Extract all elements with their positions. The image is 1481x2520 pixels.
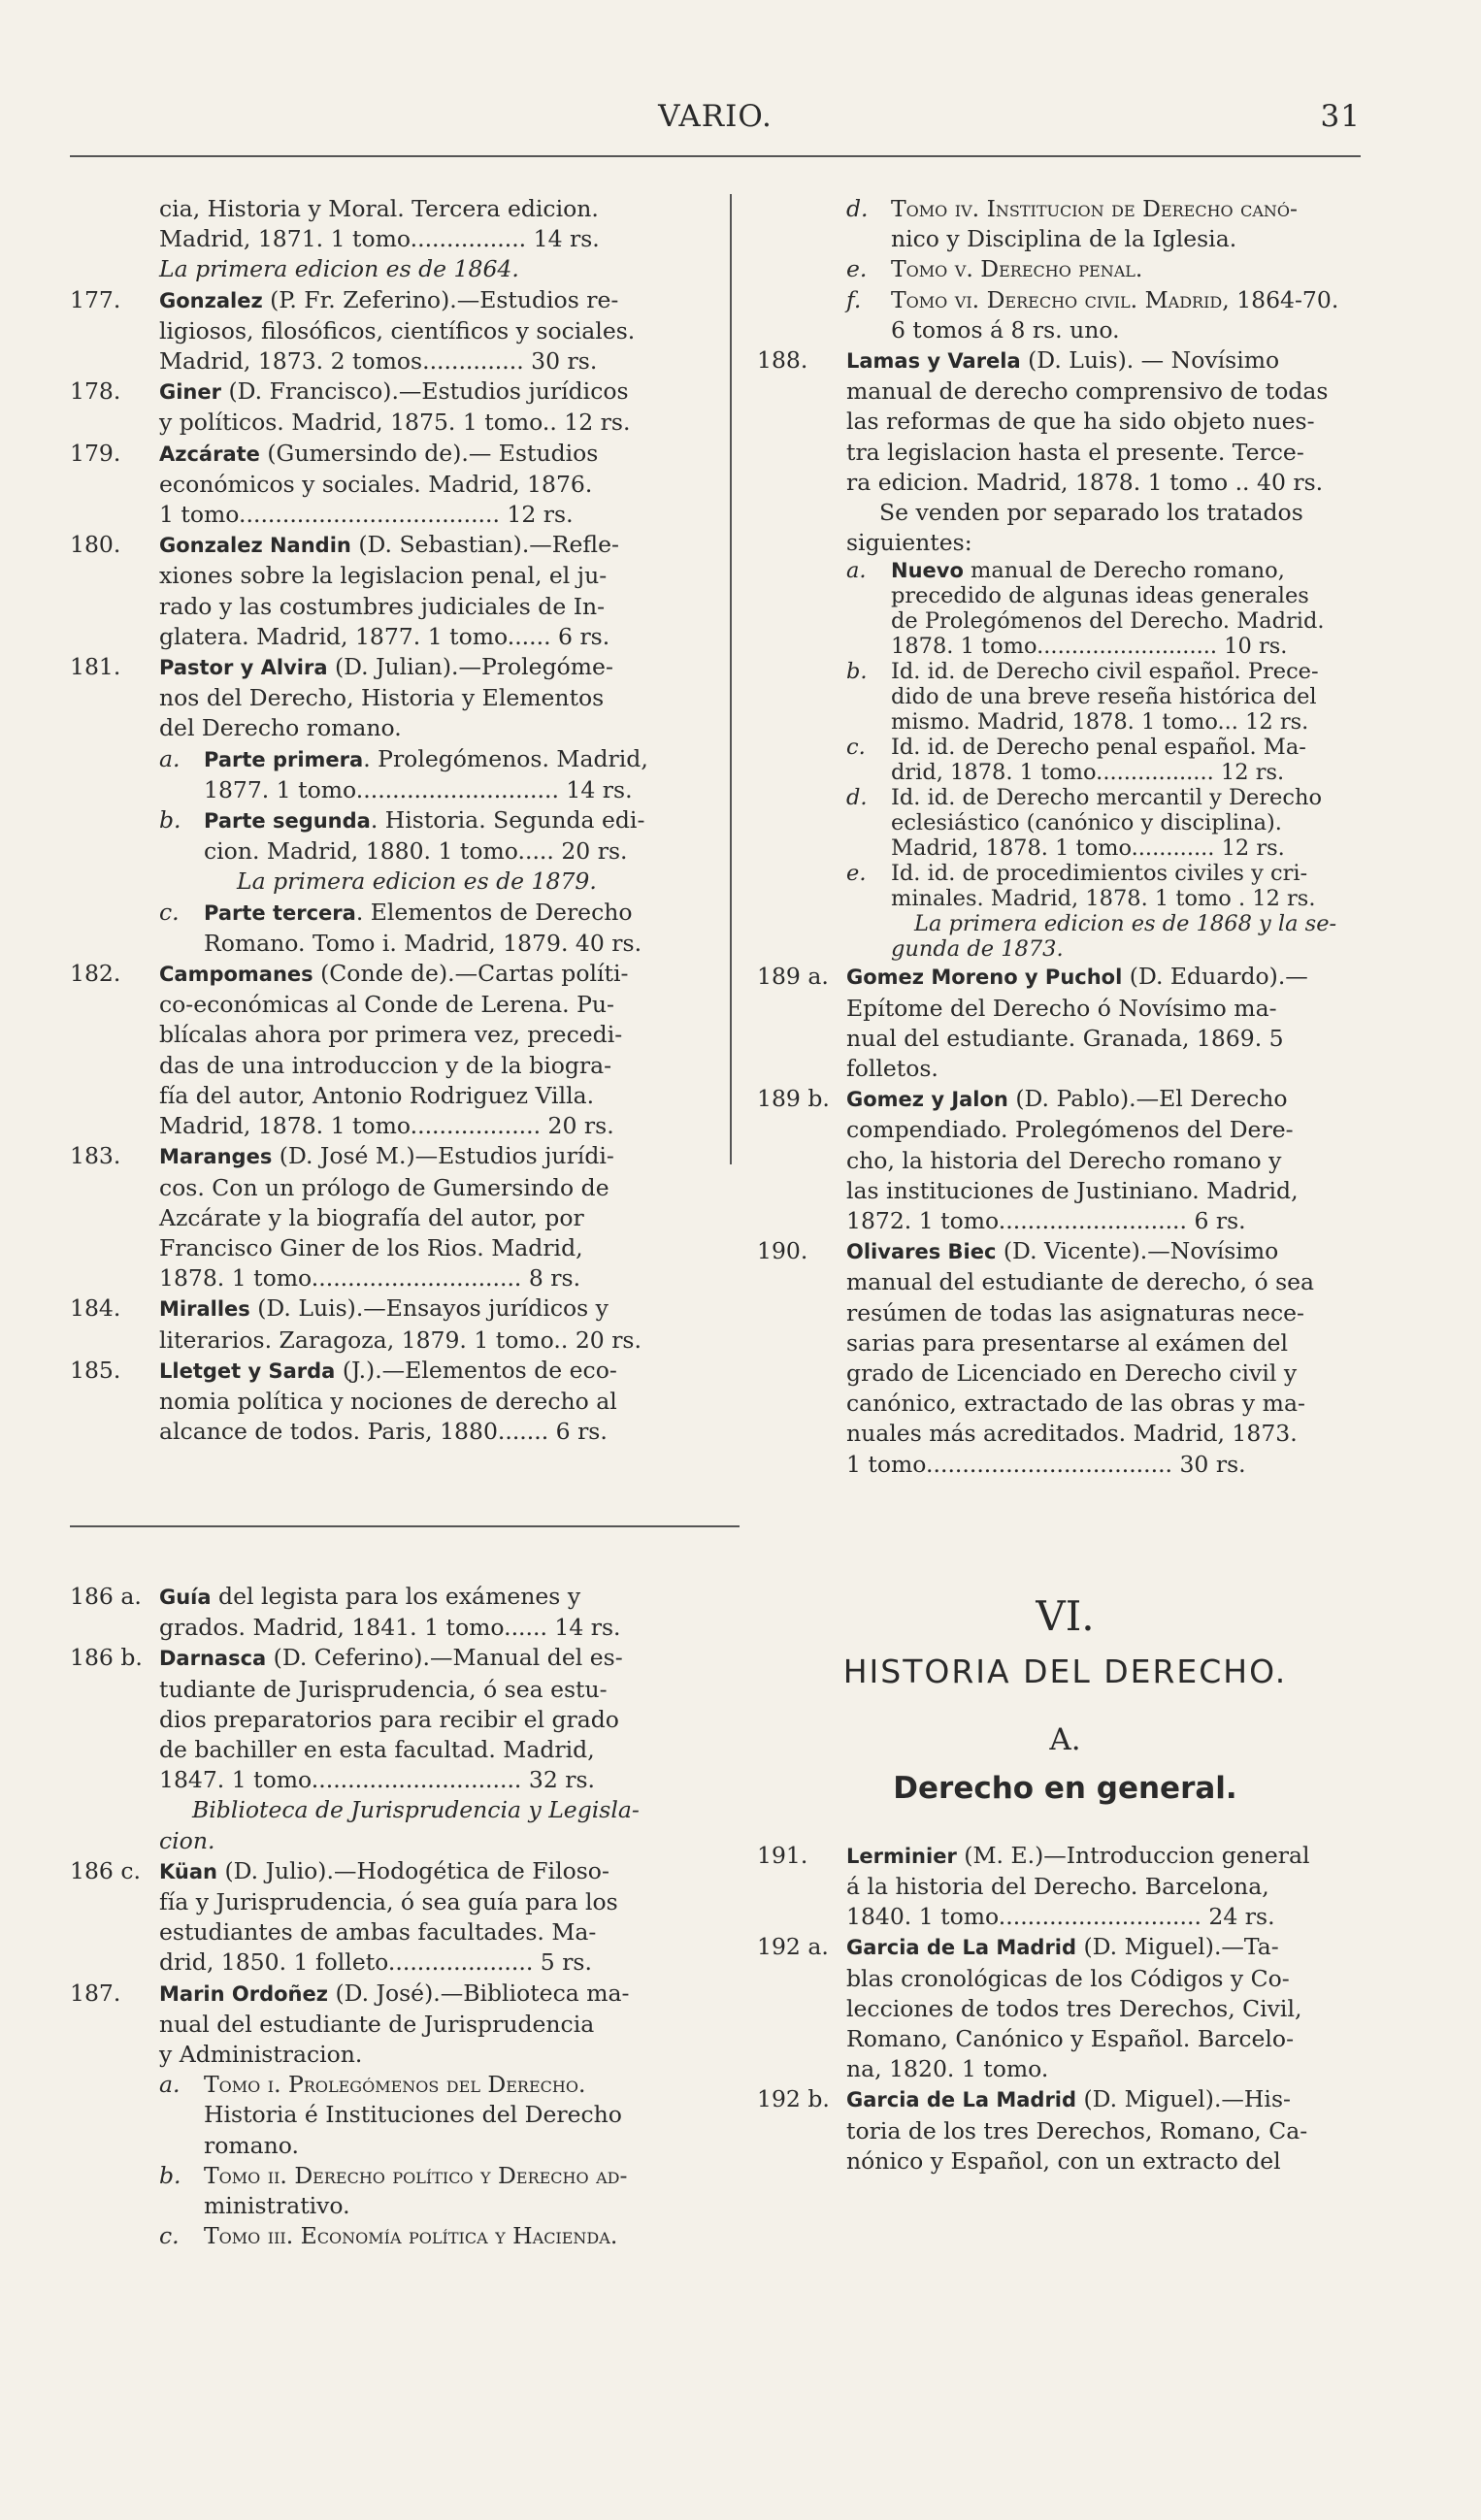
continuation-entry: cia, Historia y Moral. Tercera edicion. Madrid, 1871. 1 tomo................ 14 rs. La primera edicion es de 1864. (159, 195, 600, 283)
entry-181: 181. Pastor y Alvira (D. Julian).—Prolegóme- nos del Derecho, Historia y Elementos del Derecho romano. (70, 653, 613, 742)
entry-188-part-b: b. Id. id. de Derecho civil español. Prece- dido de una breve reseña histórica del mismo. Madrid, 1878. 1 tomo... 12 rs. (846, 659, 1319, 736)
entry-192b: 192 b. Garcia de La Madrid (D. Miguel).—His- toria de los tres Derechos, Romano, Ca- nónico y Español, con un extracto del (757, 2085, 1308, 2175)
entry-187: 187. Marin Ordoñez (D. José).—Biblioteca ma- nual del estudiante de Jurisprudencia y Administracion. (70, 1979, 630, 2069)
entry-187-part-b: b. Tomo ii. Derecho político y Derecho ad- ministrativo. (159, 2161, 628, 2220)
entry-187-part-c: c. Tomo iii. Economía política y Hacienda. (159, 2222, 618, 2250)
column-divider (730, 194, 732, 1164)
page-number: 31 (1320, 99, 1361, 134)
entry-187-part-f: f. Tomo vi. Derecho civil. Madrid, 1864-70. 6 tomos á 8 rs. uno. (846, 285, 1339, 344)
subsection-title: Derecho en general. (893, 1770, 1237, 1806)
entry-190: 190. Olivares Biec (D. Vicente).—Novísimo manual del estudiante de derecho, ó sea resúmen de todas las asignaturas nece- sarias para presentarse al exámen del grado de Licenciado en Derecho civil y canónico, extractado de las obras y ma- nuales más acreditados. Madrid, 1873. 1 tomo.................................. 30 rs. (757, 1237, 1315, 1478)
right-column-top (757, 194, 1373, 1480)
header-rule (70, 155, 1361, 157)
entry-191: 191. Lerminier (M. E.)—Introduccion general á la historia del Derecho. Barcelona, 1840. 1 tomo............................ 24 rs. (757, 1841, 1310, 1931)
entry-182: 182. Campomanes (Conde de).—Cartas políti- co-económicas al Conde de Lerena. Pu- blícalas ahora por primera vez, precedi- das de una introduccion y de la biogra- fía del autor, Antonio Rodriguez Villa. Madrid, 1878. 1 tomo.................. 20 rs. (70, 960, 629, 1140)
entry-188-part-a: a. Nuevo manual de Derecho romano, precedido de algunas ideas generales de Prolegómenos del Derecho. Madrid. 1878. 1 tomo.......................... 10 rs. (846, 558, 1325, 660)
subsection-letter: A. (1049, 1722, 1081, 1758)
running-title: VARIO. (658, 99, 773, 134)
entry-183: 183. Maranges (D. José M.)—Estudios jurídi- cos. Con un prólogo de Gumersindo de Azcárate y la biografía del autor, por Francisco Giner de los Rios. Madrid, 1878. 1 tomo............................. 8 rs. (70, 1142, 614, 1293)
entry-186b: 186 b. Darnasca (D. Ceferino).—Manual del es- tudiante de Jurisprudencia, ó sea estu- dios preparatorios para recibir el grado de bachiller en esta facultad. Madrid, 1847. 1 tomo............................. 32 rs. Biblioteca de Jurisprudencia y Legisla- cion. (70, 1644, 640, 1854)
page-header (70, 99, 1361, 147)
entry-188-part-d: d. Id. id. de Derecho mercantil y Derecho eclesiástico (canónico y disciplina). Madrid, 1878. 1 tomo............ 12 rs. (846, 785, 1323, 862)
left-column-top (70, 194, 706, 1447)
entry-188-part-c: c. Id. id. de Derecho penal español. Ma- drid, 1878. 1 tomo................. 12 rs. (846, 735, 1306, 786)
entry-187-part-a: a. Tomo i. Prolegómenos del Derecho. Historia é Instituciones del Derecho romano. (159, 2071, 622, 2159)
section-number: VI. (1036, 1592, 1095, 1640)
entry-189a: 189 a. Gomez Moreno y Puchol (D. Eduardo).— Epítome del Derecho ó Novísimo ma- nual del estudiante. Granada, 1869. 5 folletos. (757, 963, 1308, 1083)
entry-181-part-c: c. Parte tercera. Elementos de Derecho Romano. Tomo i. Madrid, 1879. 40 rs. (159, 898, 642, 957)
entry-188: 188. Lamas y Varela (D. Luis). — Novísimo manual de derecho comprensivo de todas las reformas de que ha sido objeto nues- tra legislacion hasta el presente. Terce- ra edicion. Madrid, 1878. 1 tomo .. 40 rs. Se venden por separado los tratados siguientes: (757, 346, 1329, 557)
entry-178: 178. Giner (D. Francisco).—Estudios jurídicos y políticos. Madrid, 1875. 1 tomo.. 12 rs. (70, 377, 631, 437)
entry-187-part-d: d. Tomo iv. Institucion de Derecho canó- nico y Disciplina de la Iglesia. (846, 195, 1298, 253)
right-column-bottom (757, 1592, 1373, 2176)
entry-184: 184. Miralles (D. Luis).—Ensayos jurídicos y literarios. Zaragoza, 1879. 1 tomo.. 20 rs. (70, 1294, 642, 1354)
entry-187-part-e: e. Tomo v. Derecho penal. (846, 255, 1143, 283)
entry-192a: 192 a. Garcia de La Madrid (D. Miguel).—Ta- blas cronológicas de los Códigos y Co- lecciones de todos tres Derechos, Civil, Romano, Canónico y Español. Barcelo- na, 1820. 1 tomo. (757, 1933, 1302, 2083)
left-column-bottom (70, 1582, 706, 2251)
entry-189b: 189 b. Gomez y Jalon (D. Pablo).—El Derecho compendiado. Prolegómenos del Dere- cho, la historia del Derecho romano y las instituciones de Justiniano. Madrid, 1872. 1 tomo.......................... 6 rs. (757, 1085, 1299, 1235)
left-section-rule (70, 1525, 740, 1527)
entry-181-part-b: b. Parte segunda. Historia. Segunda edi- cion. Madrid, 1880. 1 tomo..... 20 rs. (159, 806, 645, 866)
entry-180: 180. Gonzalez Nandin (D. Sebastian).—Refle- xiones sobre la legislacion penal, el ju- rado y las costumbres judiciales de In- glatera. Madrid, 1877. 1 tomo...... 6 rs. (70, 531, 619, 650)
entry-186a: 186 a. Guía del legista para los exámenes y grados. Madrid, 1841. 1 tomo...... 14 rs. (70, 1583, 621, 1642)
entry-188-part-e: e. Id. id. de procedimientos civiles y cri- minales. Madrid, 1878. 1 tomo . 12 rs. La primera edicion es de 1868 y la se- gunda de 1873. (846, 861, 1337, 963)
section-title: HISTORIA DEL DERECHO. (842, 1653, 1288, 1691)
entry-177: 177. Gonzalez (P. Fr. Zeferino).—Estudios re- ligiosos, filosóficos, científicos y sociales. Madrid, 1873. 2 tomos.............. 30 rs. (70, 285, 636, 376)
entry-185: 185. Lletget y Sarda (J.).—Elementos de eco- nomia política y nociones de derecho al alcance de todos. Paris, 1880....... 6 rs. (70, 1356, 617, 1446)
entry-186c: 186 c. Küan (D. Julio).—Hodogética de Filoso- fía y Jurisprudencia, ó sea guía para los estudiantes de ambas facultades. Ma- drid, 1850. 1 folleto.................... 5 rs. (70, 1856, 618, 1977)
entry-181-part-a: a. Parte primera. Prolegómenos. Madrid, 1877. 1 tomo............................ 14 rs. (159, 744, 648, 803)
entry-179: 179. Azcárate (Gumersindo de).— Estudios económicos y sociales. Madrid, 1876. 1 tomo.................................... 12 rs. (70, 439, 599, 529)
entry-181-note: La primera edicion es de 1879. (237, 867, 597, 896)
